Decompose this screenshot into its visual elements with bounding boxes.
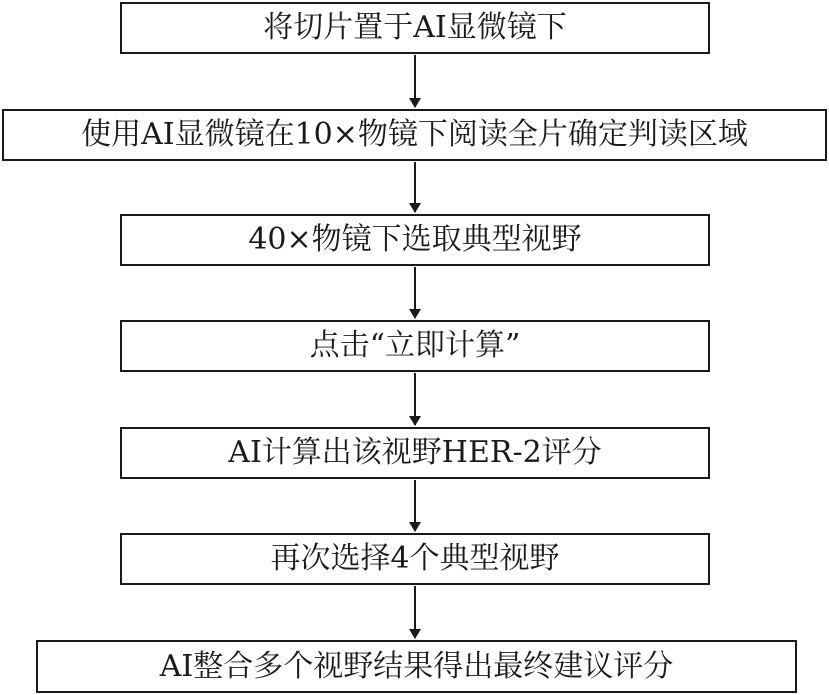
flow-step-label: 将切片置于AI显微镜下 — [263, 10, 567, 45]
flow-step-label: 40×物镜下选取典型视野 — [248, 222, 582, 257]
flow-step-label: 再次选择4个典型视野 — [270, 541, 560, 576]
flow-step-label: AI整合多个视野结果得出最终建议评分 — [159, 648, 674, 684]
flow-step-label: 点击“立即计算” — [309, 328, 521, 363]
flow-step-label: 使用AI显微镜在10×物镜下阅读全片确定判读区域 — [81, 117, 748, 152]
flow-step-label: AI计算出该视野HER-2评分 — [228, 435, 602, 470]
